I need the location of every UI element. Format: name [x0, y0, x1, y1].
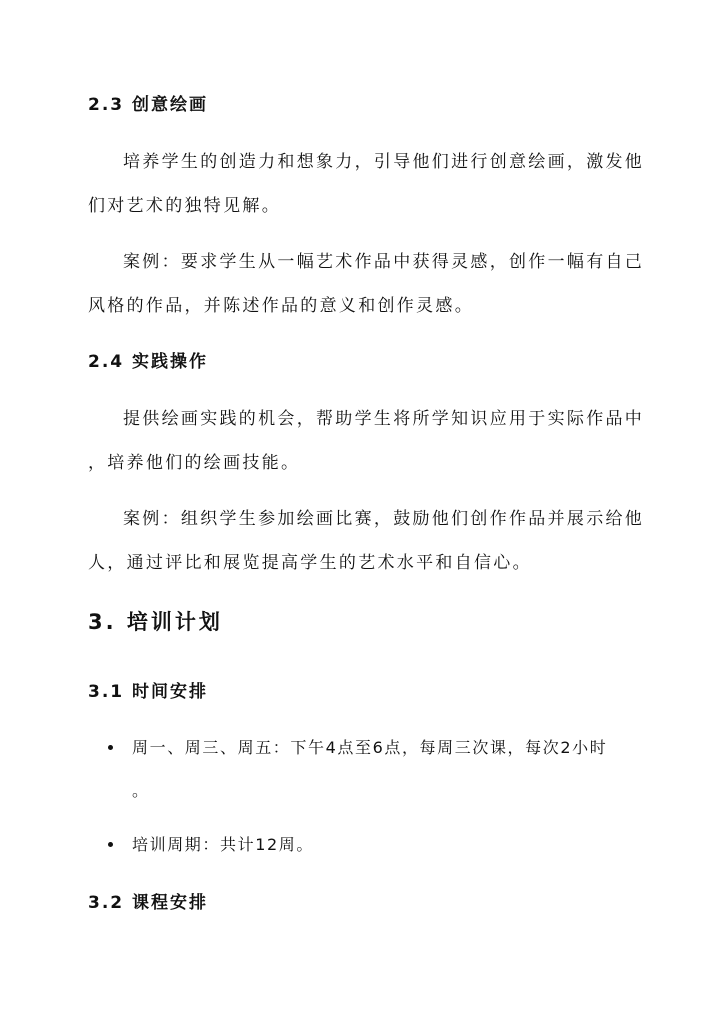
paragraph-line: 人，通过评比和展览提高学生的艺术水平和自信心。: [88, 553, 532, 573]
paragraph-line: 们对艺术的独特见解。: [88, 196, 281, 216]
bullet-dot: [108, 745, 113, 750]
section-heading-3-2: 3.2 课程安排: [88, 893, 209, 913]
bullet-item-text: 周一、周三、周五：下午4点至6点，每周三次课，每次2小时: [132, 738, 608, 757]
section-heading-2-4: 2.4 实践操作: [88, 352, 209, 372]
bullet-item-text: 。: [132, 781, 150, 800]
bullet-item-text: 培训周期：共计12周。: [132, 835, 314, 854]
paragraph-line: ，培养他们的绘画技能。: [88, 453, 301, 473]
bullet-dot: [108, 842, 113, 847]
section-heading-3-1: 3.1 时间安排: [88, 682, 209, 702]
section-heading-2-3: 2.3 创意绘画: [88, 95, 209, 115]
paragraph-line: 案例：要求学生从一幅艺术作品中获得灵感，创作一幅有自己: [123, 252, 645, 272]
paragraph-line: 培养学生的创造力和想象力，引导他们进行创意绘画，激发他: [123, 152, 645, 172]
paragraph-line: 风格的作品，并陈述作品的意义和创作灵感。: [88, 296, 474, 316]
paragraph-line: 提供绘画实践的机会，帮助学生将所学知识应用于实际作品中: [123, 409, 645, 429]
chapter-heading-3: 3. 培训计划: [88, 610, 223, 634]
paragraph-line: 案例：组织学生参加绘画比赛，鼓励他们创作作品并展示给他: [123, 509, 645, 529]
